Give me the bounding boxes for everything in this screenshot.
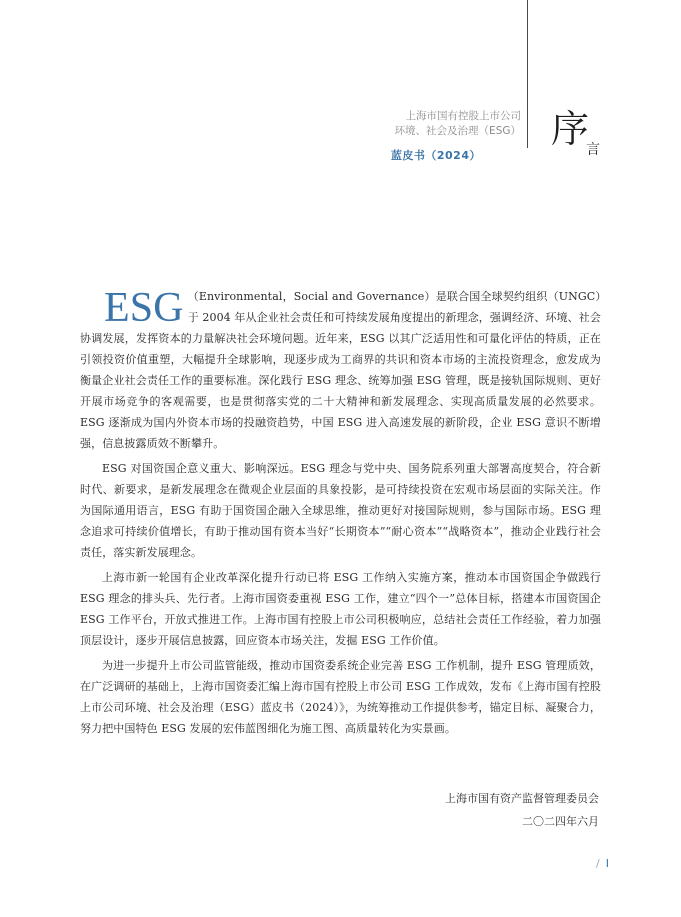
- preface-body: [80, 286, 601, 743]
- signature-date: 二〇二四年六月: [522, 815, 599, 828]
- header-subtitle-line2: 环境、社会及治理（ESG）: [394, 125, 521, 137]
- header-bluebook-label: 蓝皮书（2024）: [390, 149, 481, 162]
- paragraph-1: [80, 286, 601, 454]
- dropcap-esg: ESG: [104, 285, 184, 331]
- header-subtitle-line1: 上海市国有控股上市公司: [405, 110, 521, 122]
- signature-organization: 上海市国有资产监督管理委员会: [445, 792, 599, 805]
- preface-title-small: 言: [586, 142, 600, 158]
- paragraph-4: 为进一步提升上市公司监管能级，推动市国资委系统企业完善 ESG 工作机制，提升 ESG 管理质效，在广泛调研的基础上，上海市国资委汇编上海市国有控股上市公司 ESG 工作成效，发布《上海市国有控股上市公司环境、社会及治理（ESG）蓝皮书（2024）》，为统筹推动工作提供参考，锚定目标、凝聚合力，努力把中国特色 ESG 发展的宏伟蓝图细化为施工图、高质量转化为实景画。: [80, 659, 601, 735]
- page-number-slash: /: [596, 857, 600, 870]
- preface-title-big: 序: [551, 107, 590, 151]
- paragraph-2: ESG 对国资国企意义重大、影响深远。ESG 理念与党中央、国务院系列重大部署高度契合，符合新时代、新要求，是新发展理念在微观企业层面的具象投影，是可持续投资在宏观市场层面的实际关注。作为国际通用语言，ESG 有助于国资国企融入全球思维，推动更好对接国际规则，参与国际市场。ESG 理念追求可持续价值增长，有助于推动国有资本当好“长期资本”“耐心资本”“战略资本”，推动企业践行社会责任，落实新发展理念。: [80, 462, 601, 559]
- paragraph-3: 上海市新一轮国有企业改革深化提升行动已将 ESG 工作纳入实施方案，推动本市国资国企争做践行 ESG 理念的排头兵、先行者。上海市国资委重视 ESG 工作，建立“四个一”总体目标，搭建本市国资国企 ESG 工作平台，开放式推进工作。上海市国有控股上市公司积极响应，总结社会责任工作经验，着力加强顶层设计，逐步开展信息披露，回应资本市场关注，发掘 ESG 工作价值。: [80, 571, 601, 647]
- header-divider-line: [527, 0, 528, 148]
- paragraph-1-text: （Environmental，Social and Governance）是联合国全球契约组织（UNGC）于 2004 年从企业社会责任和可持续发展角度提出的新理念，强调经济、环境、社会协调发展，发挥资本的力量解决社会环境问题。近年来，ESG 以其广泛适用性和可量化评估的特质，正在引领投资价值重塑，大幅提升全球影响，现逐步成为工商界的共识和资本市场的主流投资理念，愈发成为衡量企业社会责任工作的重要标准。深化践行 ESG 理念、统筹加强 ESG 管理，既是接轨国际规则、更好开展市场竞争的客观需要，也是贯彻落实党的二十大精神和新发展理念、实现高质量发展的必然要求。ESG 逐渐成为国内外资本市场的投融资趋势，中国 ESG 进入高速发展的新阶段，企业 ESG 意识不断增强，信息披露质效不断攀升。: [80, 290, 601, 450]
- page-number-value: I: [605, 857, 609, 870]
- page-number: [596, 857, 609, 870]
